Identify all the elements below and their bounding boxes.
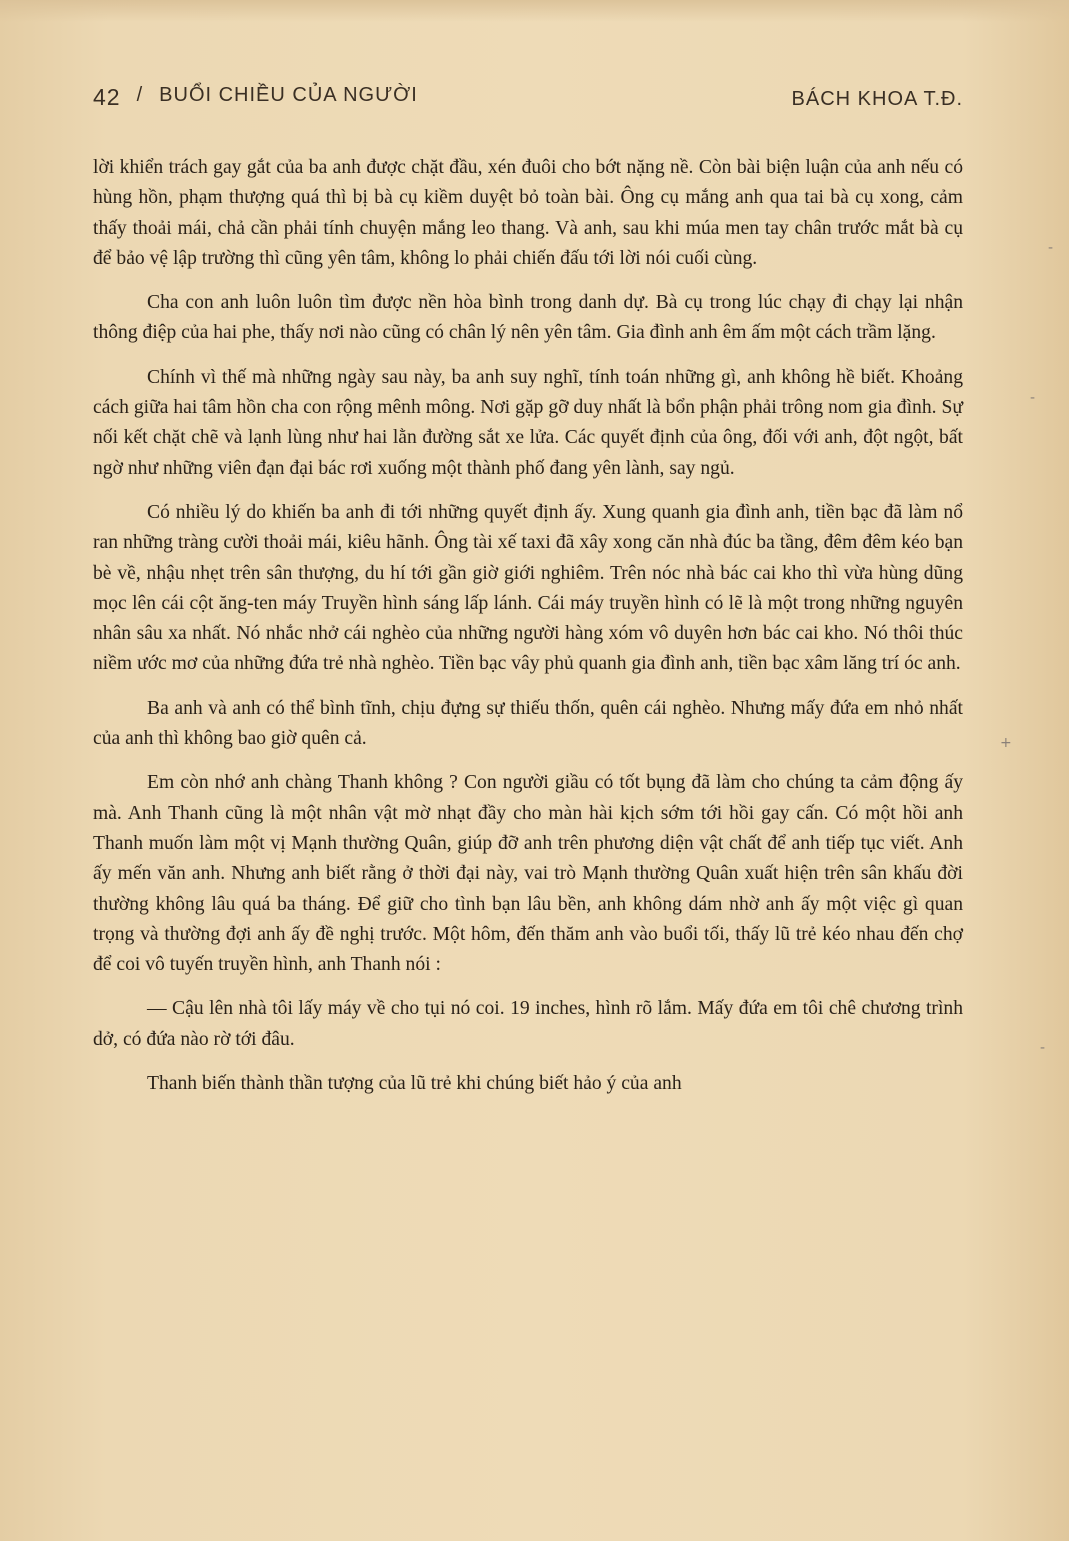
page-top-shadow: [0, 0, 1069, 22]
paragraph: Chính vì thế mà những ngày sau này, ba anh suy nghĩ, tính toán những gì, anh không hề biết. Khoảng cách giữa hai tâm hồn cha con rộng mênh mông. Nơi gặp gỡ duy nhất là bổn phận phải trông nom gia đình. Sự nối kết chặt chẽ và lạnh lùng như hai lằn đường sắt xe lửa. Các quyết định của ông, đối với anh, đột ngột, bất ngờ như những viên đạn đại bác rơi xuống một thành phố đang yên lành, say ngủ.: [93, 366, 963, 479]
paragraph: Có nhiều lý do khiến ba anh đi tới những quyết định ấy. Xung quanh gia đình anh, tiền bạc đã làm nổ ran những tràng cười thoải mái, kiêu hãnh. Ông tài xế taxi đã xây xong căn nhà đúc ba tầng, đêm đêm kéo bạn bè về, nhậu nhẹt trên sân thượng, du hí tới gần giờ giới nghiêm. Trên nóc nhà bác cai kho thì vừa hùng dũng mọc lên cái cột ăng-ten máy Truyền hình sáng lấp lánh. Cái máy truyền hình có lẽ là một trong những nguyên nhân sâu xa nhất. Nó nhắc nhở cái nghèo của những người hàng xóm vô duyên hơn bác cai kho. Nó thôi thúc niềm ước mơ của những đứa trẻ nhà nghèo. Tiền bạc vây phủ quanh gia đình anh, tiền bạc xâm lăng trí óc anh.: [93, 501, 963, 675]
margin-mark: -: [1040, 1040, 1046, 1056]
margin-mark: -: [1048, 240, 1054, 256]
header-left: [93, 84, 418, 111]
margin-mark: +: [1000, 735, 1012, 751]
page-number: 42: [93, 84, 121, 110]
running-header: [93, 84, 963, 111]
paragraph: lời khiển trách gay gắt của ba anh được chặt đầu, xén đuôi cho bớt nặng nề. Còn bài biện luận của anh nếu có hùng hồn, phạm thượng quá thì bị bà cụ kiềm duyệt bỏ toàn bài. Ông cụ mắng anh qua tai bà cụ xong, cảm thấy thoải mái, chả cần phải tính chuyện mắng leo thang. Và anh, sau khi múa men tay chân trước mắt bà cụ để bảo vệ lập trường thì cũng yên tâm, không lo phải chiến đấu tới lời nói cuối cùng.: [93, 157, 963, 269]
margin-mark: -: [1030, 390, 1036, 406]
running-title: BUỔI CHIỀU CỦA NGƯỜI: [159, 84, 418, 106]
paragraph: Ba anh và anh có thể bình tĩnh, chịu đựng sự thiếu thốn, quên cái nghèo. Nhưng mấy đứa em nhỏ nhất của anh thì không bao giờ quên cả.: [93, 697, 963, 750]
paragraph: — Cậu lên nhà tôi lấy máy về cho tụi nó coi. 19 inches, hình rõ lắm. Mấy đứa em tôi chê chương trình dở, có đứa nào rờ tới đâu.: [93, 998, 963, 1050]
running-author: BÁCH KHOA T.Đ.: [791, 88, 963, 110]
paragraph: Thanh biến thành thần tượng của lũ trẻ khi chúng biết hảo ý của anh: [147, 1073, 682, 1095]
paragraph: Cha con anh luôn luôn tìm được nền hòa bình trong danh dự. Bà cụ trong lúc chạy đi chạy lại nhận thông điệp của hai phe, thấy nơi nào cũng có chân lý nên yên tâm. Gia đình anh êm ấm một cách trầm lặng.: [93, 292, 963, 344]
body-text: [93, 153, 963, 1099]
paragraph: Em còn nhớ anh chàng Thanh không ? Con người giầu có tốt bụng đã làm cho chúng ta cảm động ấy mà. Anh Thanh cũng là một nhân vật mờ nhạt đầy cho màn hài kịch sớm tới hồi gay cấn. Có một hồi anh Thanh muốn làm một vị Mạnh thường Quân, giúp đỡ anh trên phương diện vật chất để anh tiếp tục viết. Anh ấy mến văn anh. Nhưng anh biết rằng ở thời đại này, vai trò Mạnh thường Quân xuất hiện trên sân khấu đời thường không lâu quá ba tháng. Để giữ cho tình bạn lâu bền, anh không dám nhờ anh ấy một việc gì quan trọng và thường đợi anh ấy đề nghị trước. Một hôm, đến thăm anh vào buổi tối, thấy lũ trẻ kéo nhau đến chợ để coi vô tuyến truyền hình, anh Thanh nói :: [93, 772, 963, 976]
header-separator: /: [136, 84, 144, 106]
